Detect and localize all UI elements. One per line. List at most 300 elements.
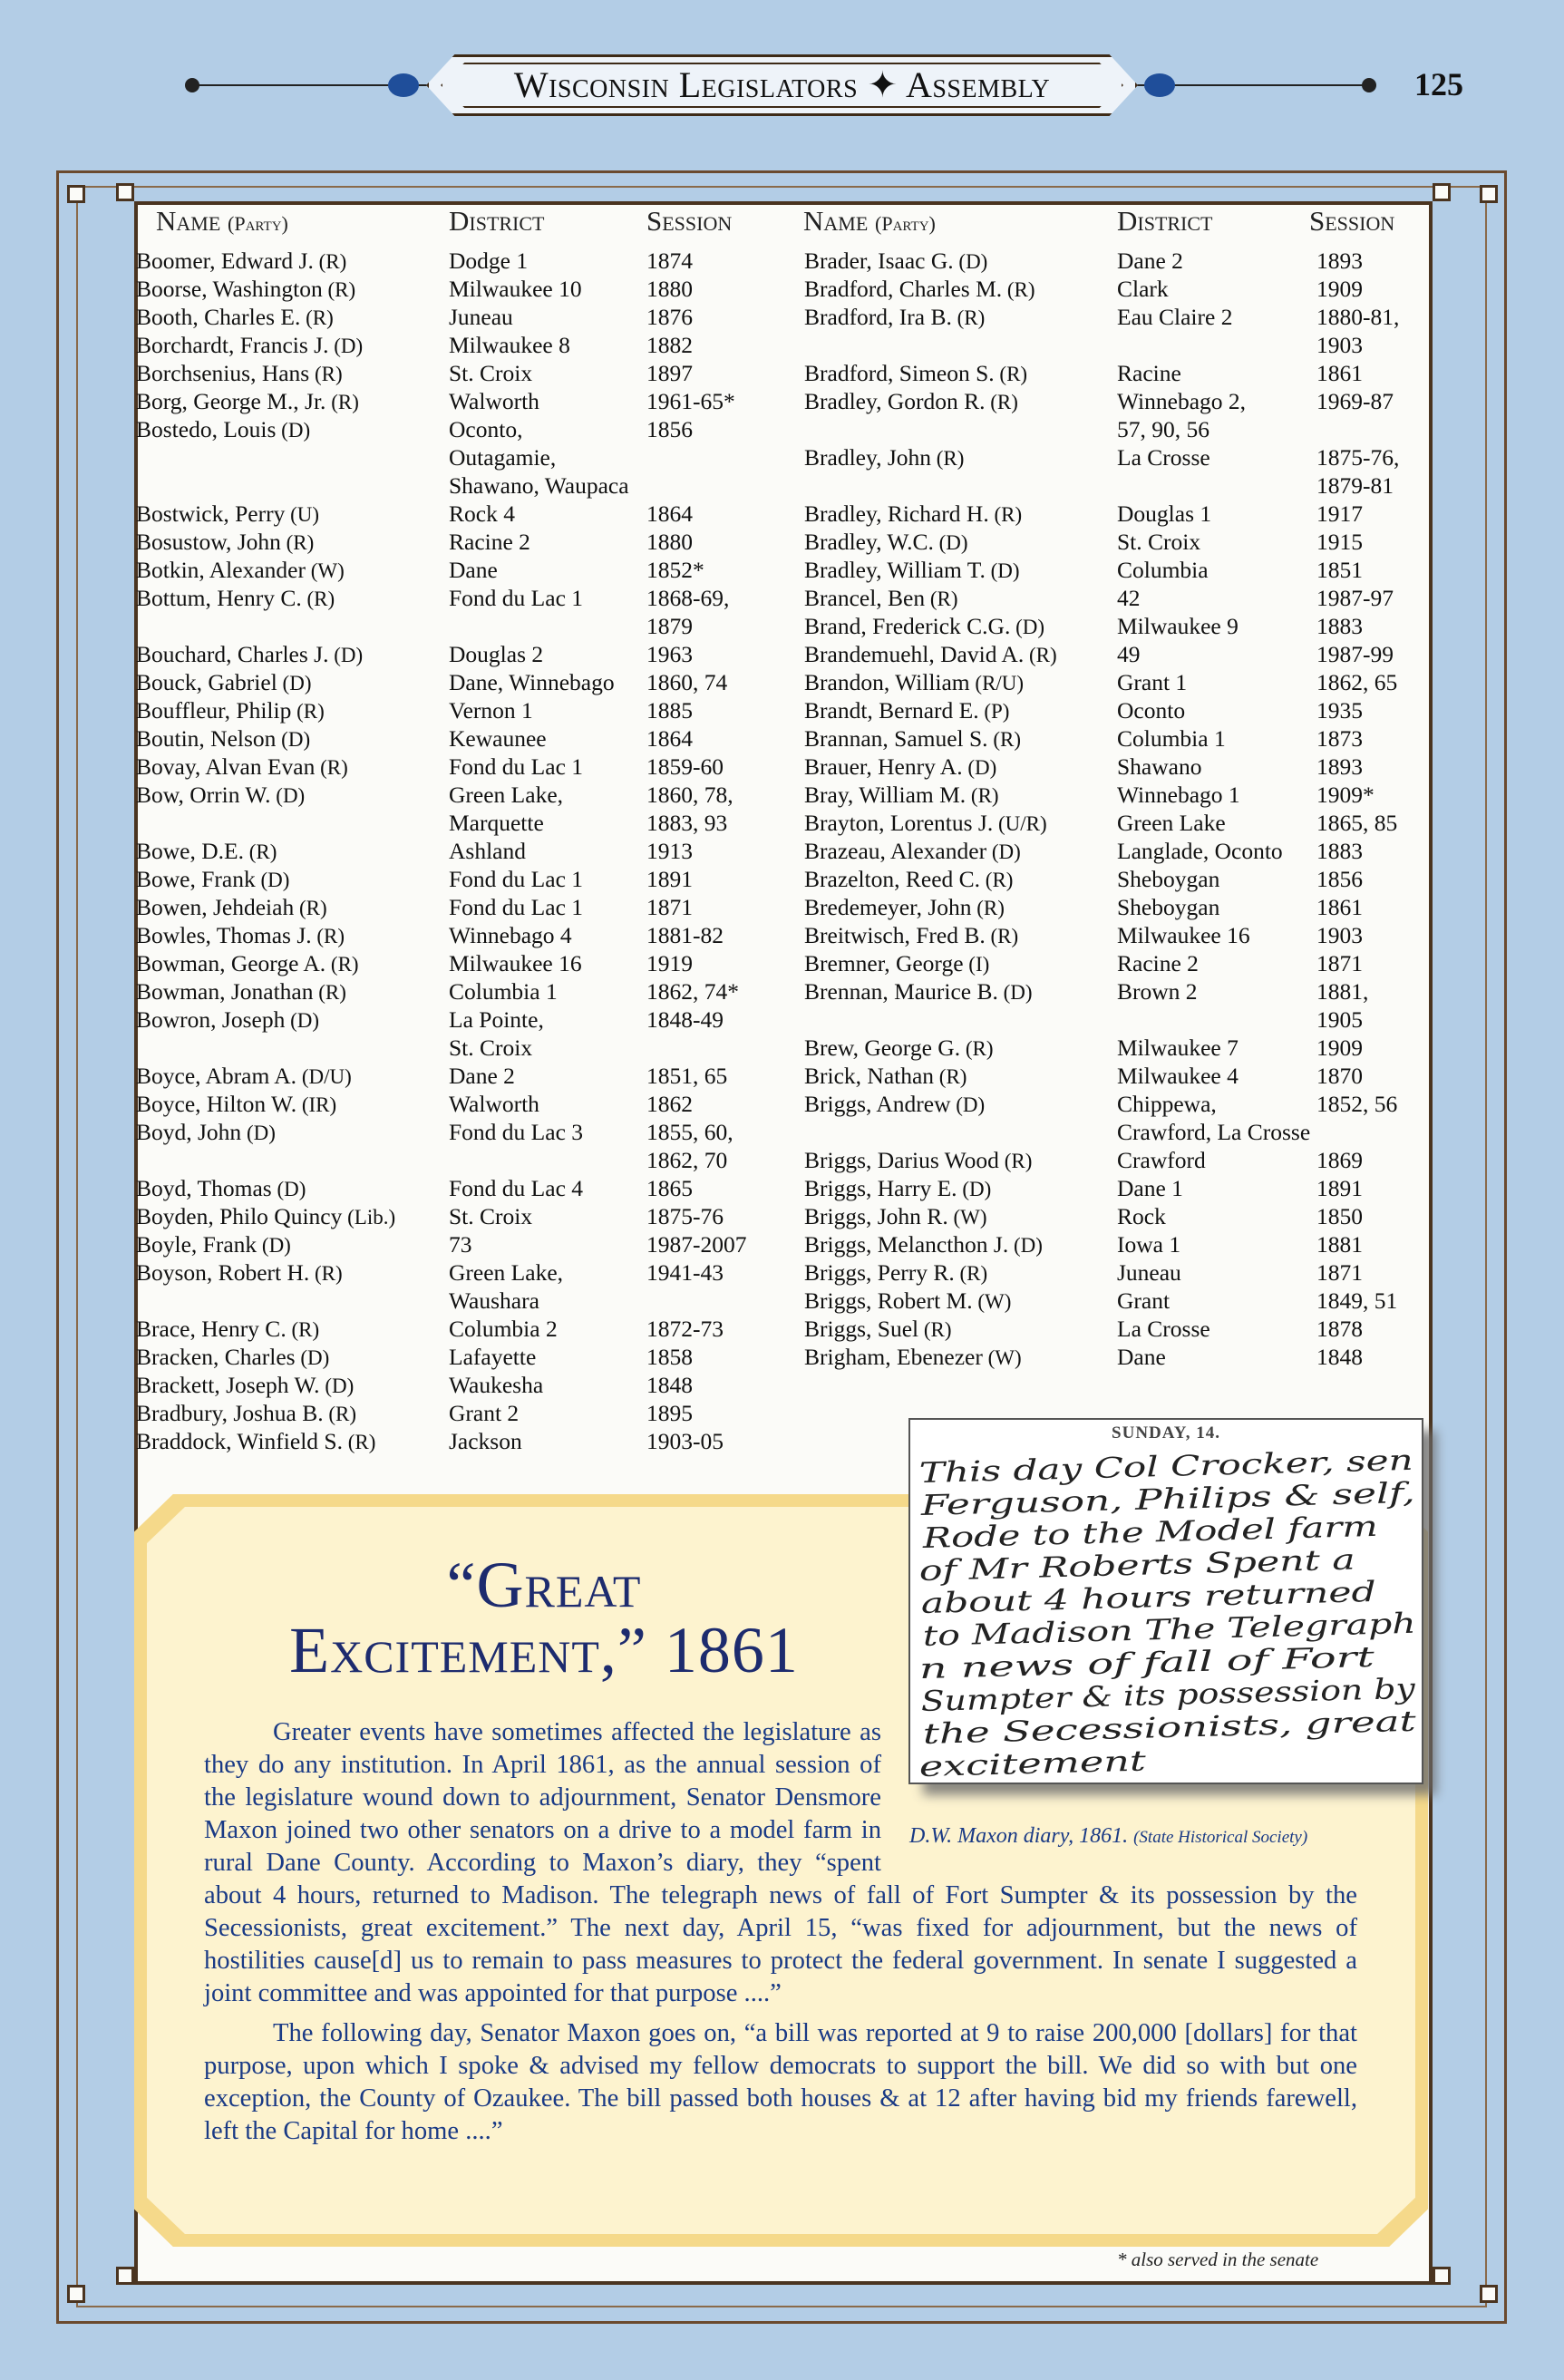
session: 1858 (646, 1344, 693, 1370)
district: Eau Claire 2 (1117, 304, 1233, 330)
legislator-name: Boyden, Philo Quincy (Lib.) (136, 1203, 396, 1229)
district: Milwaukee 9 (1117, 613, 1239, 639)
table-row (136, 781, 771, 809)
district: Milwaukee 7 (1117, 1035, 1239, 1061)
legislator-name: Briggs, Robert M. (W) (804, 1287, 1012, 1314)
table-row (804, 977, 1430, 1005)
district: Milwaukee 10 (449, 276, 582, 302)
table-row (136, 977, 771, 1005)
legislator-name: Bradford, Charles M. (R) (804, 276, 1035, 302)
district: Langlade, Oconto (1117, 838, 1283, 864)
legislator-table-right (804, 247, 1430, 1371)
district: Fond du Lac 3 (449, 1119, 584, 1145)
party: (R) (315, 756, 348, 779)
district: Shawano, Waupaca (449, 472, 629, 499)
party: (D) (1008, 1234, 1043, 1257)
session: 1903 (1316, 332, 1363, 358)
party: (Lib.) (342, 1206, 396, 1229)
header-oval-right (1144, 73, 1175, 97)
party: (R) (985, 391, 1018, 413)
legislator-name: Briggs, Melancthon J. (D) (804, 1231, 1043, 1258)
legislator-name: Boyson, Robert H. (R) (136, 1259, 343, 1286)
table-row (804, 1258, 1430, 1287)
district: Milwaukee 8 (449, 332, 570, 358)
table-row (136, 1062, 771, 1090)
district: Rock 4 (449, 500, 515, 527)
party: (D/U) (296, 1065, 352, 1088)
district: Dane 2 (1117, 248, 1183, 274)
table-row (136, 893, 771, 921)
legislator-name: Brew, George G. (R) (804, 1035, 994, 1061)
district: Juneau (1117, 1259, 1181, 1286)
table-row (136, 1371, 771, 1399)
name-header-label: Name (803, 205, 869, 237)
table-row (804, 1146, 1430, 1174)
district: Fond du Lac 1 (449, 585, 584, 611)
story-title (209, 1549, 879, 1686)
header-rule-end-dot-right (1362, 78, 1376, 92)
column-header-name-right (803, 205, 936, 238)
table-row (136, 331, 771, 359)
party: (R) (980, 869, 1014, 891)
footnote: * also served in the senate (1117, 2249, 1319, 2270)
session: 1856 (646, 416, 693, 442)
table-row (804, 303, 1430, 331)
legislator-name: Bowles, Thomas J. (R) (136, 922, 345, 948)
table-row (136, 612, 771, 640)
legislator-name: Bowe, D.E. (R) (136, 838, 277, 864)
session: 1878 (1316, 1316, 1363, 1342)
party: (D) (319, 1375, 355, 1397)
table-row (136, 1034, 771, 1062)
district: Racine 2 (1117, 950, 1199, 976)
table-row (804, 1090, 1430, 1118)
session: 1868-69, (646, 585, 730, 611)
legislator-table-left (136, 247, 771, 1455)
diary-handwriting-line: Sumpter & its possession by (920, 1675, 1327, 1719)
party: (R) (925, 588, 958, 610)
legislator-name: Bovay, Alvan Evan (R) (136, 753, 348, 780)
story-paragraph-2: The following day, Senator Maxon goes on, “a bill was reported at 9 to raise 200,000 [dollars] for that purpose, upon which I spoke & advised my fellow democrats to support the bill. We did so with but one exception, the County of Ozaukee. The bill passed both houses & at 12 after having bid my friends farewell, left the Capital for home ....” (204, 2019, 1357, 2145)
session: 1963 (646, 641, 693, 667)
legislator-name: Brazeau, Alexander (D) (804, 838, 1021, 864)
legislator-name: Boyd, Thomas (D) (136, 1175, 306, 1201)
district: Waushara (449, 1287, 539, 1314)
district: Columbia (1117, 557, 1209, 583)
party: (R) (994, 363, 1028, 385)
legislator-name: Boyd, John (D) (136, 1119, 276, 1145)
party: (R) (988, 503, 1023, 526)
district: Juneau (449, 304, 513, 330)
table-row (136, 247, 771, 275)
session: 1872-73 (646, 1316, 724, 1342)
district: La Pointe, (449, 1006, 544, 1033)
party: (R) (280, 531, 315, 554)
legislator-name: Bray, William M. (R) (804, 782, 999, 808)
legislator-name: Bradford, Ira B. (R) (804, 304, 986, 330)
diary-handwriting-line: to Madison The Telegraph (922, 1610, 1297, 1653)
table-row (804, 359, 1430, 387)
party: (R) (325, 953, 359, 976)
party: (D) (1010, 616, 1045, 638)
table-row (804, 837, 1430, 865)
party: (D) (985, 559, 1020, 582)
party: (D) (328, 335, 364, 357)
session: 1871 (646, 894, 693, 920)
legislator-name: Boutin, Nelson (D) (136, 725, 311, 752)
header-rule-end-dot-left (185, 78, 199, 92)
session: 1941-43 (646, 1259, 724, 1286)
session: 1880 (646, 276, 693, 302)
session: 1848-49 (646, 1006, 724, 1033)
session: 1883, 93 (646, 810, 728, 836)
frame-corner-ornament (67, 2285, 85, 2303)
table-row (804, 528, 1430, 556)
table-row (804, 668, 1430, 696)
session: 1917 (1316, 500, 1363, 527)
district: Sheboygan (1117, 894, 1220, 920)
session: 1874 (646, 248, 693, 274)
legislator-name: Brand, Frederick C.G. (D) (804, 613, 1045, 639)
party: (D) (997, 981, 1033, 1004)
district: Grant 1 (1117, 669, 1188, 695)
legislator-name: Bradley, John (R) (804, 444, 965, 471)
district: Columbia 1 (449, 978, 558, 1005)
table-row (804, 809, 1430, 837)
session: 1905 (1316, 1006, 1363, 1033)
table-row (136, 1090, 771, 1118)
district: 73 (449, 1231, 472, 1258)
session: 1871 (1316, 950, 1363, 976)
table-row (136, 1202, 771, 1230)
legislator-name: Borchardt, Francis J. (D) (136, 332, 364, 358)
table-row (804, 696, 1430, 724)
legislator-name: Brandon, William (R/U) (804, 669, 1025, 695)
session: 1851 (1316, 557, 1363, 583)
district: Lafayette (449, 1344, 537, 1370)
party: (W) (947, 1206, 987, 1229)
district: Douglas 2 (449, 641, 544, 667)
session: 1861 (1316, 894, 1363, 920)
diary-handwriting-line: of Mr Roberts Spent a (918, 1546, 1238, 1588)
table-row (804, 500, 1430, 528)
district: Marquette (449, 810, 544, 836)
table-row (804, 949, 1430, 977)
district: Clark (1117, 276, 1169, 302)
session: 1864 (646, 725, 693, 752)
story-title-line-1: “Great (446, 1549, 642, 1621)
legislator-name: Boyle, Frank (D) (136, 1231, 291, 1258)
party: (D) (950, 1093, 986, 1116)
legislator-name: Brigham, Ebenezer (W) (804, 1344, 1022, 1370)
table-row (804, 865, 1430, 893)
district: Oconto, (449, 416, 523, 442)
district: Dane 1 (1117, 1175, 1183, 1201)
party: (W) (305, 559, 345, 582)
table-row (136, 1174, 771, 1202)
session: 1969-87 (1316, 388, 1394, 414)
frame-corner-ornament (1433, 183, 1451, 201)
table-row (136, 1315, 771, 1343)
column-header-district-right: District (1117, 205, 1213, 237)
header-oval-left (388, 73, 419, 97)
party: (R) (1024, 644, 1057, 666)
session: 1860, 74 (646, 669, 728, 695)
party: (R) (243, 840, 277, 863)
party: (R) (294, 897, 327, 919)
party: (D) (270, 784, 306, 807)
party: (D) (328, 644, 364, 666)
session: 1865 (646, 1175, 693, 1201)
district: Brown 2 (1117, 978, 1198, 1005)
page-number: 125 (1414, 66, 1463, 102)
district: Green Lake, (449, 1259, 564, 1286)
table-row (136, 865, 771, 893)
party: (R) (960, 1037, 994, 1060)
district: Waukesha (449, 1372, 544, 1398)
legislator-name: Brick, Nathan (R) (804, 1063, 967, 1089)
legislator-name: Brayton, Lorentus J. (U/R) (804, 810, 1047, 836)
table-row (804, 584, 1430, 612)
party: (D) (277, 672, 312, 695)
district: Milwaukee 16 (449, 950, 582, 976)
table-row (804, 387, 1430, 415)
legislator-name: Bostedo, Louis (D) (136, 416, 311, 442)
table-row (136, 471, 771, 500)
session: 1909 (1316, 276, 1363, 302)
legislator-name: Boorse, Washington (R) (136, 276, 356, 302)
session: 1862 (646, 1091, 693, 1117)
table-row (136, 303, 771, 331)
session: 1871 (1316, 1259, 1363, 1286)
legislator-name: Bradbury, Joshua B. (R) (136, 1400, 356, 1426)
district: Grant (1117, 1287, 1171, 1314)
district: Douglas 1 (1117, 500, 1212, 527)
party: (R) (322, 278, 356, 301)
table-row (804, 331, 1430, 359)
party: (R) (931, 447, 965, 470)
district: Dane, Winnebago (449, 669, 615, 695)
session: 1880 (646, 529, 693, 555)
session: 1891 (646, 866, 693, 892)
legislator-name: Briggs, Suel (R) (804, 1316, 952, 1342)
district: La Crosse (1117, 1316, 1210, 1342)
district: St. Croix (449, 360, 533, 386)
session: 1848 (646, 1372, 693, 1398)
district: St. Croix (449, 1203, 533, 1229)
session: 1903 (1316, 922, 1363, 948)
district: Walworth (449, 388, 539, 414)
district: Fond du Lac 1 (449, 866, 584, 892)
frame-corner-ornament (67, 185, 85, 203)
legislator-name: Brancel, Ben (R) (804, 585, 958, 611)
party: (D) (933, 531, 968, 554)
table-row (136, 1005, 771, 1034)
party: (D) (962, 756, 997, 779)
legislator-name: Bouck, Gabriel (D) (136, 669, 312, 695)
diary-credit: (State Historical Society) (1133, 1828, 1308, 1847)
table-row (804, 1034, 1430, 1062)
diary-page-header: SUNDAY, 14. (1112, 1423, 1220, 1443)
party: (D) (285, 1009, 320, 1032)
party: (R) (311, 925, 345, 947)
legislator-name: Boomer, Edward J. (R) (136, 248, 347, 274)
column-header-session-left: Session (646, 205, 733, 237)
party: (P) (978, 700, 1010, 723)
district: Walworth (449, 1091, 539, 1117)
session: 1987-2007 (646, 1231, 747, 1258)
session: 1860, 78, (646, 782, 733, 808)
district: La Crosse (1117, 444, 1210, 471)
legislator-name: Botkin, Alexander (W) (136, 557, 345, 583)
session: 1880-81, (1316, 304, 1400, 330)
session: 1903-05 (646, 1428, 724, 1454)
legislator-name: Bredemeyer, John (R) (804, 894, 1005, 920)
legislator-name: Bradley, W.C. (D) (804, 529, 968, 555)
party: (D) (271, 1178, 306, 1200)
table-row (136, 443, 771, 471)
table-row (804, 556, 1430, 584)
legislator-name: Bottum, Henry C. (R) (136, 585, 335, 611)
legislator-name: Bradley, William T. (D) (804, 557, 1020, 583)
party: (R) (313, 250, 347, 273)
district: Columbia 2 (449, 1316, 558, 1342)
story-title-line-2: Excitement,” 1861 (289, 1614, 799, 1686)
session: 1893 (1316, 753, 1363, 780)
party: (R) (300, 306, 334, 329)
legislator-name: Brauer, Henry A. (D) (804, 753, 997, 780)
table-row (804, 1230, 1430, 1258)
table-row (804, 415, 1430, 443)
diary-handwriting-line: about 4 hours returned (920, 1579, 1254, 1621)
table-row (804, 443, 1430, 471)
district: Fond du Lac 1 (449, 894, 584, 920)
table-row (804, 275, 1430, 303)
session: 1895 (646, 1400, 693, 1426)
frame-corner-ornament (1480, 185, 1498, 203)
frame-corner-ornament (1480, 2285, 1498, 2303)
table-row (136, 668, 771, 696)
session: 1893 (1316, 248, 1363, 274)
column-header-session-right: Session (1309, 205, 1395, 237)
table-row (136, 415, 771, 443)
session: 1851, 65 (646, 1063, 728, 1089)
legislator-name: Brennan, Maurice B. (D) (804, 978, 1033, 1005)
party: (R) (309, 1262, 343, 1285)
diary-image (908, 1418, 1423, 1784)
frame-corner-ornament (1433, 2267, 1451, 2285)
party: (R) (1002, 278, 1035, 301)
session: 1875-76, (1316, 444, 1400, 471)
session: 1859-60 (646, 753, 724, 780)
district: Fond du Lac 4 (449, 1175, 584, 1201)
party: (IR) (296, 1093, 337, 1116)
table-row (136, 1258, 771, 1287)
legislator-name: Brandt, Bernard E. (P) (804, 697, 1010, 724)
session: 1856 (1316, 866, 1363, 892)
session: 1862, 70 (646, 1147, 728, 1173)
legislator-name: Bowman, George A. (R) (136, 950, 359, 976)
party: (R) (325, 391, 359, 413)
district: St. Croix (1117, 529, 1201, 555)
session: 1864 (646, 500, 693, 527)
legislator-name: Bradley, Richard H. (R) (804, 500, 1023, 527)
session: 1849, 51 (1316, 1287, 1398, 1314)
table-row (804, 1174, 1430, 1202)
table-row (136, 1427, 771, 1455)
table-row (804, 1287, 1430, 1315)
session: 1883 (1316, 838, 1363, 864)
table-row (136, 921, 771, 949)
party: (R) (301, 588, 335, 610)
district: 49 (1117, 641, 1141, 667)
party: (D) (295, 1346, 330, 1369)
district: Crawford (1117, 1147, 1206, 1173)
session: 1882 (646, 332, 693, 358)
session: 1961-65* (646, 388, 735, 414)
session: 1987-99 (1316, 641, 1394, 667)
legislator-name: Briggs, Darius Wood (R) (804, 1147, 1033, 1173)
table-row (804, 724, 1430, 753)
legislator-name: Bosustow, John (R) (136, 529, 315, 555)
session: 1852* (646, 557, 704, 583)
party: (U/R) (993, 812, 1047, 835)
table-row (804, 612, 1430, 640)
session: 1865, 85 (1316, 810, 1398, 836)
party: (R) (313, 981, 346, 1004)
district: Grant 2 (449, 1400, 520, 1426)
table-row (804, 1118, 1430, 1146)
party: (R) (342, 1431, 376, 1453)
district: Chippewa, (1117, 1091, 1217, 1117)
session: 1852, 56 (1316, 1091, 1398, 1117)
diary-caption-text: D.W. Maxon diary, 1861. (909, 1824, 1129, 1848)
session: 1879 (646, 613, 693, 639)
party: (D) (953, 250, 988, 273)
party: (D) (257, 1234, 291, 1257)
district: Dane (1117, 1344, 1166, 1370)
table-row (804, 640, 1430, 668)
running-title: Wisconsin Legislators ✦ Assembly (513, 64, 1051, 105)
party-header-label: (Party) (228, 212, 288, 235)
legislator-name: Bostwick, Perry (U) (136, 500, 320, 527)
session: 1885 (646, 697, 693, 724)
session: 1883 (1316, 613, 1363, 639)
district: Winnebago 1 (1117, 782, 1240, 808)
legislator-name: Breitwisch, Fred B. (R) (804, 922, 1019, 948)
legislator-name: Braddock, Winfield S. (R) (136, 1428, 376, 1454)
table-row (804, 247, 1430, 275)
district: Milwaukee 16 (1117, 922, 1250, 948)
table-row (804, 921, 1430, 949)
legislator-name: Bowe, Frank (D) (136, 866, 290, 892)
legislator-name: Bow, Orrin W. (D) (136, 782, 306, 808)
district: Vernon 1 (449, 697, 533, 724)
district: Iowa 1 (1117, 1231, 1181, 1258)
session: 1862, 65 (1316, 669, 1398, 695)
legislator-name: Bracken, Charles (D) (136, 1344, 330, 1370)
table-row (804, 753, 1430, 781)
session: 1891 (1316, 1175, 1363, 1201)
party: (R) (286, 1318, 320, 1341)
table-row (804, 781, 1430, 809)
party: (R) (985, 925, 1019, 947)
table-row (136, 1287, 771, 1315)
legislator-name: Booth, Charles E. (R) (136, 304, 334, 330)
district: Columbia 1 (1117, 725, 1226, 752)
legislator-name: Bradley, Gordon R. (R) (804, 388, 1018, 414)
session: 1869 (1316, 1147, 1363, 1173)
